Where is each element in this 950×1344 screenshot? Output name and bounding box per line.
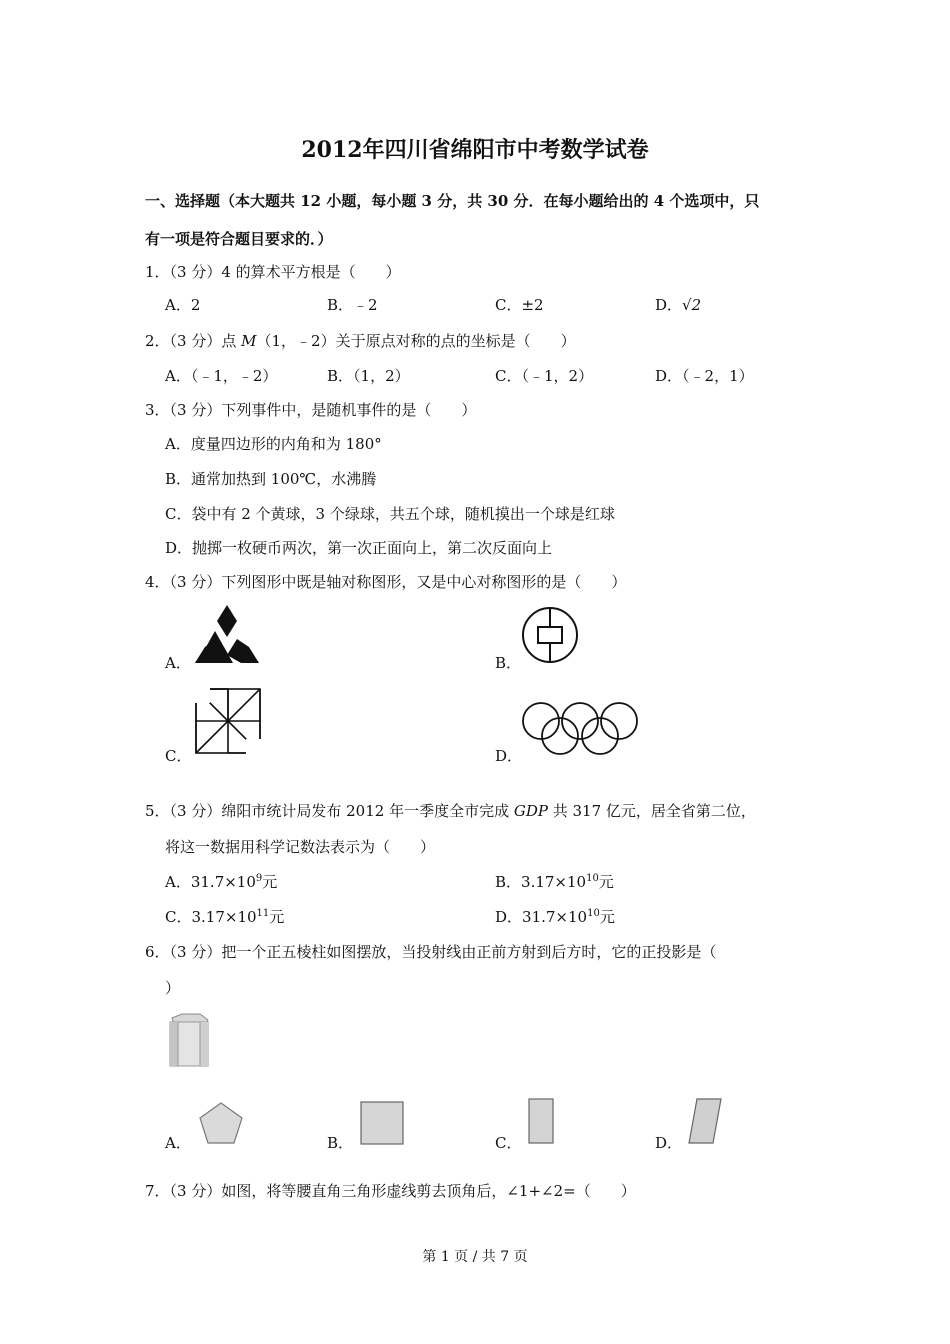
olympic-rings-figure [520, 700, 640, 760]
q5-a-exp: 9 [255, 873, 263, 884]
q1-option-d [655, 294, 701, 315]
q5-c-exp: 11 [256, 908, 270, 919]
q1-option-d-label: D． [655, 296, 683, 314]
q1-option-a: A．2 [165, 296, 201, 314]
q6-option-d: D． [655, 1134, 683, 1152]
q4-option-b: B． [495, 654, 522, 672]
q5-d-exp: 10 [587, 908, 600, 919]
q6-option-c: C． [495, 1134, 522, 1152]
q5-option-d [495, 906, 615, 927]
q5-option-a [165, 871, 277, 892]
q5-stem-var: GDP [513, 802, 548, 820]
question-2-stem [145, 330, 576, 351]
page-title: 2012年四川省绵阳市中考数学试卷 [301, 137, 649, 163]
q4-option-a: A． [165, 654, 191, 672]
rectangle-figure [526, 1097, 556, 1145]
q5-a-base: A．31.7×10 [165, 873, 256, 891]
question-7-stem: 7．（3 分）如图，将等腰直角三角形虚线剪去顶角后，∠1+∠2=（ ） [145, 1182, 636, 1200]
q3-option-a: A．度量四边形的内角和为 180° [165, 435, 382, 453]
q2-stem-pre: 2．（3 分）点 [145, 332, 242, 350]
section-heading-line1: 一、选择题（本大题共 12 小题，每小题 3 分，共 30 分．在每小题给出的 4 个选项中，只 [145, 192, 760, 210]
q3-option-c: C．袋中有 2 个黄球，3 个绿球，共五个球，随机摸出一个球是红球 [165, 505, 615, 523]
question-1-stem: 1．（3 分）4 的算术平方根是（ ） [145, 263, 401, 281]
q2-option-d: D．（﹣2，1） [655, 367, 754, 385]
parallelogram-figure [687, 1096, 723, 1146]
sqrt-two: √2 [682, 296, 702, 314]
q1-option-c: C．±2 [495, 296, 544, 314]
circle-square-figure [520, 605, 580, 665]
question-3-stem: 3．（3 分）下列事件中，是随机事件的是（ ） [145, 401, 477, 419]
q4-option-d: D． [495, 747, 523, 765]
page-footer: 第 1 页 / 共 7 页 [422, 1249, 528, 1265]
pentagonal-prism-figure [166, 1012, 212, 1068]
q6-option-a: A． [165, 1134, 191, 1152]
three-diamonds-figure [193, 603, 261, 665]
q5-b-base: B．3.17×10 [495, 873, 587, 891]
q5-b-unit: 元 [598, 873, 614, 891]
q5-d-unit: 元 [599, 908, 615, 926]
q3-option-b: B．通常加热到 100℃，水沸腾 [165, 470, 377, 488]
q2-option-c: C．（﹣1，2） [495, 367, 594, 385]
question-4-stem: 4．（3 分）下列图形中既是轴对称图形，又是中心对称图形的是（ ） [145, 573, 627, 591]
q5-option-b [495, 871, 614, 892]
question-6-stem: 6．（3 分）把一个正五棱柱如图摆放，当投射线由正前方射到后方时，它的正投影是（ [145, 943, 717, 961]
q5-option-c [165, 906, 284, 927]
q5-stem-post: 共 317 亿元，居全省第二位， [547, 802, 756, 820]
q5-b-exp: 10 [586, 873, 599, 884]
q5-c-unit: 元 [269, 908, 285, 926]
q5-d-base: D．31.7×10 [495, 908, 588, 926]
question-6-stem-line2: ） [165, 979, 181, 997]
q2-stem-var: M [241, 332, 257, 350]
q2-stem-post: （1，﹣2）关于原点对称的点的坐标是（ ） [256, 332, 576, 350]
question-5-stem-line2: 将这一数据用科学记数法表示为（ ） [165, 838, 436, 856]
pinwheel-figure [193, 686, 263, 756]
q3-option-d: D．抛掷一枚硬币两次，第一次正面向上，第二次反面向上 [165, 539, 553, 557]
pentagon-figure [197, 1100, 245, 1146]
q5-stem-pre: 5．（3 分）绵阳市统计局发布 2012 年一季度全市完成 [145, 802, 514, 820]
q5-a-unit: 元 [262, 873, 278, 891]
q2-option-b: B．（1，2） [327, 367, 410, 385]
q6-option-b: B． [327, 1134, 354, 1152]
q1-option-b: B．﹣2 [327, 296, 378, 314]
q4-option-c: C． [165, 747, 192, 765]
section-heading-line2: 有一项是符合题目要求的．） [145, 230, 333, 248]
question-5-stem [145, 800, 756, 821]
q2-option-a: A．（﹣1，﹣2） [165, 367, 278, 385]
square-figure [359, 1100, 405, 1146]
q5-c-base: C．3.17×10 [165, 908, 257, 926]
